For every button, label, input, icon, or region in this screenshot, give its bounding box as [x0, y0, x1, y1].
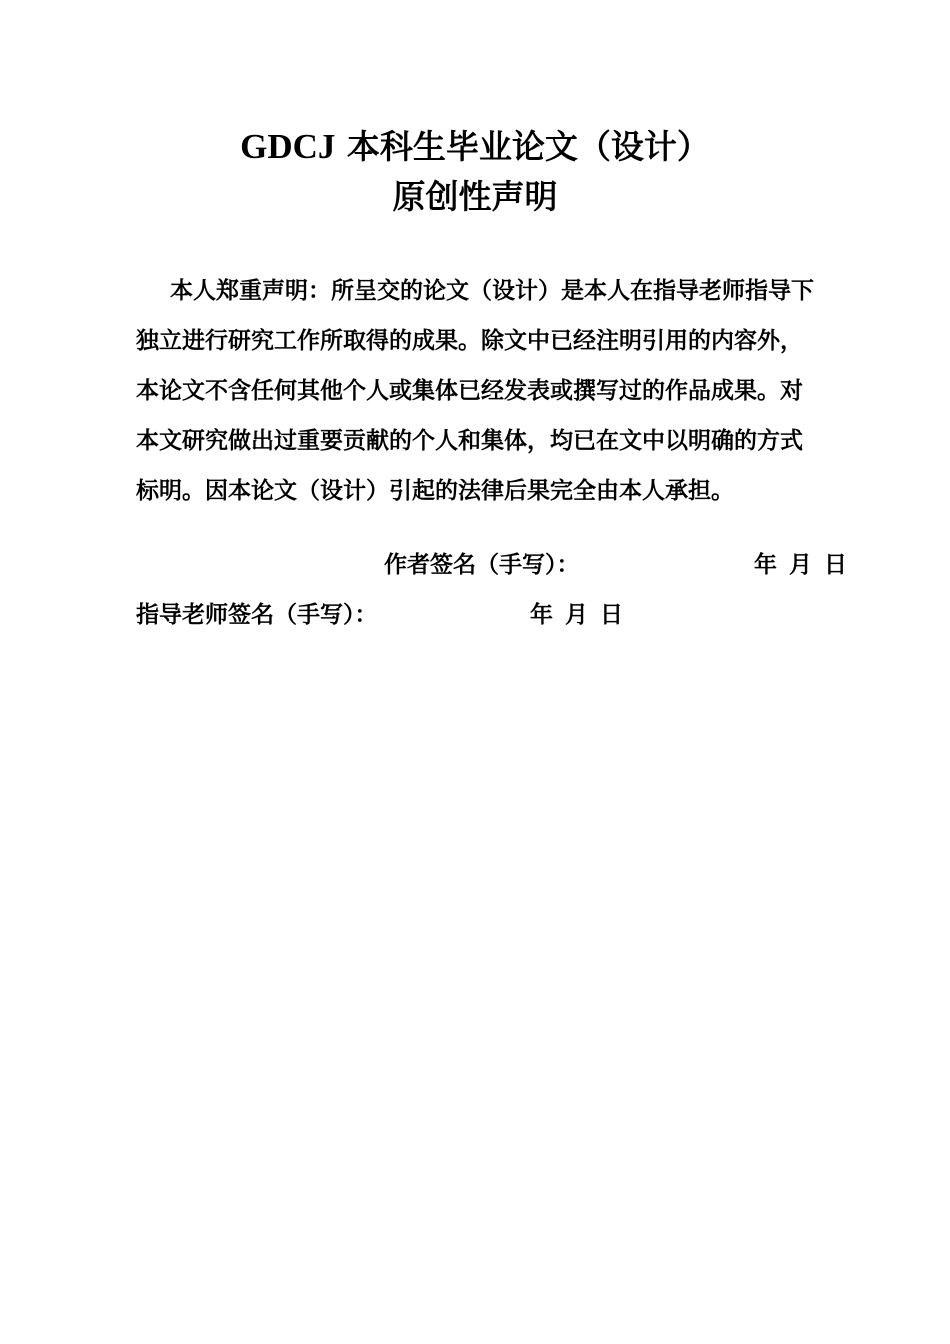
advisor-signature-date: [530, 600, 623, 630]
title-line-1: [0, 122, 950, 172]
date-day-label: 日: [600, 602, 623, 628]
declaration-line: 本文研究做出过重要贡献的个人和集体，均已在文中以明确的方式: [136, 428, 803, 454]
declaration-line: 本人郑重声明：所呈交的论文（设计）是本人在指导老师指导下: [170, 278, 814, 304]
author-signature-date: [754, 550, 847, 580]
date-year-label: 年: [530, 602, 553, 628]
date-month-label: 月: [789, 552, 812, 578]
declaration-line: 独立进行研究工作所取得的成果。除文中已经注明引用的内容外，: [136, 328, 803, 354]
declaration-line: 本论文不含任何其他个人或集体已经发表或撰写过的作品成果。对: [136, 378, 803, 404]
title-latin-prefix: GDCJ: [240, 127, 336, 166]
advisor-signature-label: 指导老师签名（手写）：: [136, 602, 378, 628]
declaration-paragraph: [136, 266, 836, 516]
title-line-2: 原创性声明: [392, 177, 558, 216]
date-month-label: 月: [565, 602, 588, 628]
declaration-line: 标明。因本论文（设计）引起的法律后果完全由本人承担。: [136, 478, 734, 504]
date-year-label: 年: [754, 552, 777, 578]
date-day-label: 日: [824, 552, 847, 578]
document-title: [0, 122, 950, 222]
title-cjk-text: 本科生毕业论文（设计）: [346, 127, 710, 166]
author-signature-label: 作者签名（手写）：: [384, 552, 580, 578]
